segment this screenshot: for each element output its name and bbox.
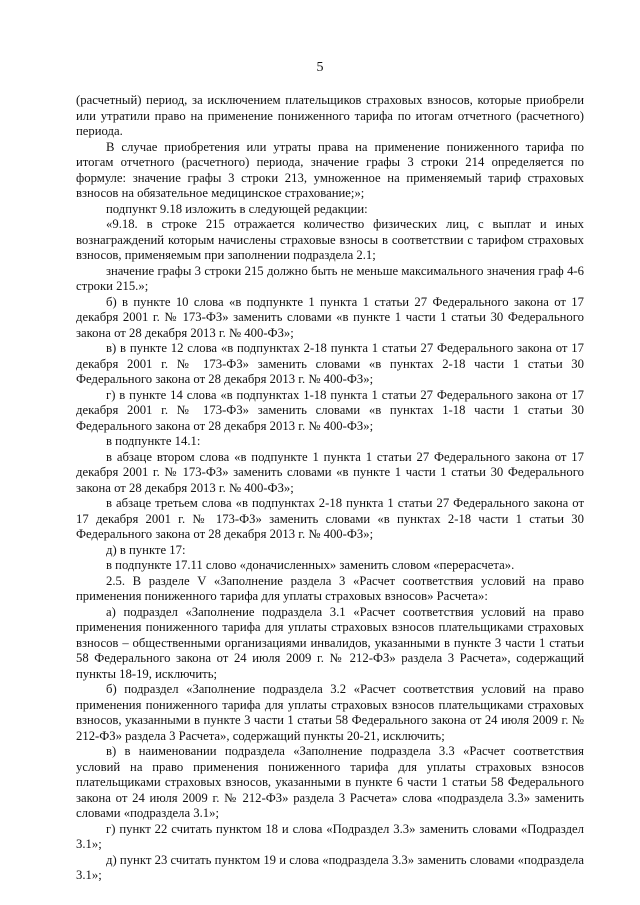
paragraph: б) в пункте 10 слова «в подпункте 1 пункта 1 статьи 27 Федерального закона от 17 декабря 2001 г. № 173-ФЗ» заменить словами «в пункте 1 части 1 статьи 30 Федерального закона от 28 декабря 2013 г. № 400-ФЗ»; (76, 294, 584, 340)
paragraph: д) пункт 23 считать пунктом 19 и слова «подраздела 3.3» заменить словами «подраздела 3.1»; (76, 852, 584, 882)
paragraph: подпункт 9.18 изложить в следующей редакции: (106, 201, 368, 216)
paragraph: в подпункте 14.1: (106, 434, 201, 448)
paragraph: а) подраздел «Заполнение подраздела 3.1 «Расчет соответствия условий на право применения пониженного тарифа для уплаты страховых взносов плательщиками страховых взносов – общественными организациями инвалидов, указанными в пункте 3 части 1 статьи 58 Федерального закона от 24 июля 2009 г. № 212-ФЗ» раздела 3 Расчета», содержащий пункты 18-19, исключить; (76, 604, 584, 681)
paragraph: в абзаце втором слова «в подпункте 1 пункта 1 статьи 27 Федерального закона от 17 декабря 2001 г. № 173-ФЗ» заменить словами «в пункте 1 части 1 статьи 30 Федерального закона от 28 декабря 2013 г. № 400-ФЗ»; (76, 449, 584, 495)
paragraph: значение графы 3 строки 215 должно быть не меньше максимального значения граф 4-6 строки 215.»; (76, 263, 584, 293)
paragraph: «9.18. в строке 215 отражается количество физических лиц, с выплат и иных вознаграждений которым начислены страховые взносы в соответствии с тарифом страховых взносов, применяемым при заполнении подраздела 2.1; (76, 217, 584, 262)
paragraph: г) в пункте 14 слова «в подпунктах 1-18 пункта 1 статьи 27 Федерального закона от 17 декабря 2001 г. № 173-ФЗ» заменить словами «в пунктах 1-18 части 1 статьи 30 Федерального закона от 28 декабря 2013 г. № 400-ФЗ»; (76, 387, 584, 433)
paragraph: в абзаце третьем слова «в подпунктах 2-18 пункта 1 статьи 27 Федерального закона от 17 декабря 2001 г. № 173-ФЗ» заменить словами «в пунктах 2-18 части 1 статьи 30 Федерального закона от 28 декабря 2013 г. № 400-ФЗ»; (76, 496, 584, 541)
paragraph: 2.5. В разделе V «Заполнение раздела 3 «Расчет соответствия условий на право применения пониженного тарифа для уплаты страховых взносов» Расчета»: (76, 573, 584, 603)
paragraph: В случае приобретения или утраты права на применение пониженного тарифа по итогам отчетного (расчетного) периода, значение графы 3 строки 214 определяется по формуле: значение графы 3 строки 213, умноженное на применяемый тариф страховых взносов на обязательное медицинское страхование;»; (76, 139, 584, 200)
paragraph-continuation: (расчетный) период, за исключением плательщиков страховых взносов, которые приобрели или утратили право на применение пониженного тарифа по итогам отчетного (расчетного) периода. (76, 93, 584, 138)
paragraph: в подпункте 17.11 слово «доначисленных» заменить словом «перерасчета». (106, 558, 515, 572)
paragraph: в) в пункте 12 слова «в подпунктах 2-18 пункта 1 статьи 27 Федерального закона от 17 декабря 2001 г. № 173-ФЗ» заменить словами «в пунктах 2-18 части 1 статьи 30 Федерального закона от 28 декабря 2013 г. № 400-ФЗ»; (76, 341, 584, 386)
paragraph: в) в наименовании подраздела «Заполнение подраздела 3.3 «Расчет соответствия условий на право применения пониженного тарифа для уплаты страховых взносов плательщиками страховых взносов, указанными в пункте 6 части 1 статьи 58 Федерального закона от 24 июля 2009 г. № 212-ФЗ» раздела 3 Расчета» слова «подраздела 3.3» заменить словами «подраздела 3.1»; (76, 744, 584, 820)
paragraph: г) пункт 22 считать пунктом 18 и слова «Подраздел 3.3» заменить словами «Подраздел 3.1»; (76, 821, 584, 851)
page-number: 5 (316, 60, 324, 75)
document-body (76, 93, 584, 884)
paragraph: б) подраздел «Заполнение подраздела 3.2 «Расчет соответствия условий на право применения пониженного тарифа для уплаты страховых взносов плательщиками страховых взносов, указанными в пункте 3 части 1 статьи 58 Федерального закона от 24 июля 2009 г. № 212-ФЗ» раздела 3 Расчета», содержащий пункты 20-21, исключить; (76, 682, 584, 743)
paragraph: д) в пункте 17: (106, 542, 186, 557)
